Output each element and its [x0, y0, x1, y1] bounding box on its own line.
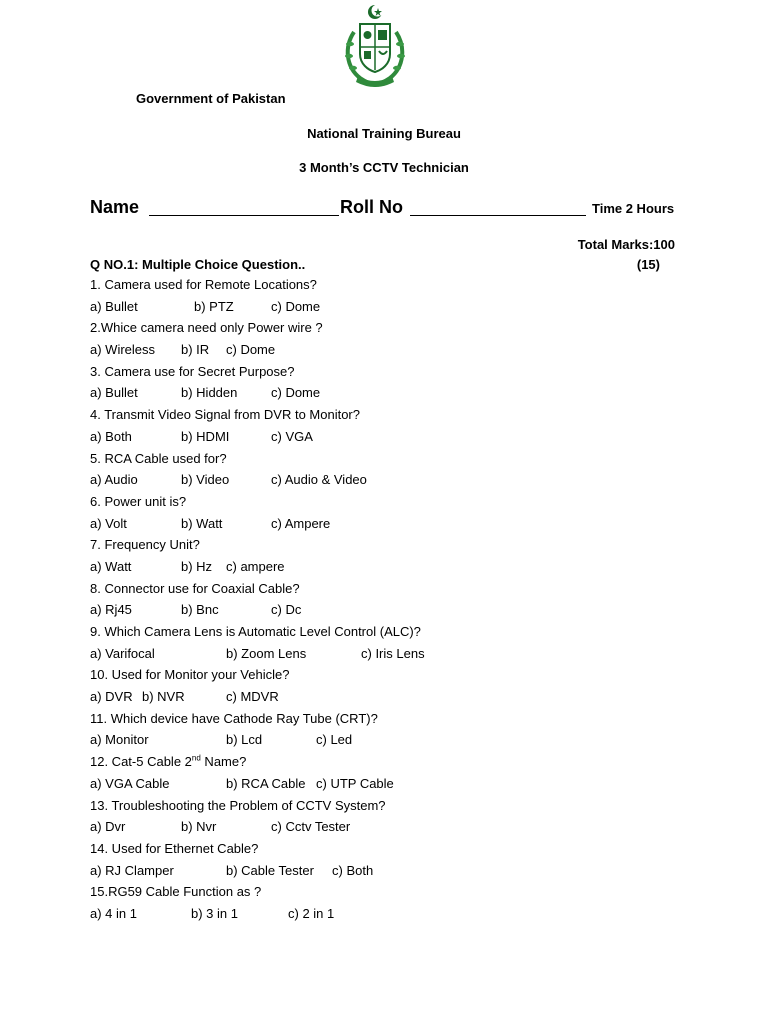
- government-title: Government of Pakistan: [136, 91, 286, 106]
- option-b: b) Nvr: [181, 819, 217, 835]
- question-14: 14. Used for Ethernet Cable?: [90, 840, 259, 856]
- question-10: 10. Used for Monitor your Vehicle?: [90, 667, 290, 683]
- options-8: [90, 599, 690, 621]
- option-c: c) Audio & Video: [271, 472, 367, 488]
- option-c: c) Dc: [271, 602, 302, 618]
- question-list: [90, 274, 690, 925]
- option-c: c) Iris Lens: [361, 645, 425, 661]
- option-b: b) Cable Tester: [226, 862, 314, 878]
- options-14: [90, 860, 690, 882]
- option-b: b) Video: [181, 472, 230, 488]
- option-c: c) Led: [316, 732, 353, 748]
- option-c: c) Cctv Tester: [271, 819, 351, 835]
- option-a: a) DVR: [90, 689, 133, 705]
- roll-no-label: Roll No: [340, 197, 403, 217]
- option-c: c) MDVR: [226, 689, 279, 705]
- option-c: c) 2 in 1: [288, 905, 335, 921]
- question-6: 6. Power unit is?: [90, 493, 187, 509]
- option-c: c) Dome: [226, 342, 276, 358]
- time-limit: Time 2 Hours: [592, 201, 675, 216]
- options-3: [90, 382, 690, 404]
- option-b: b) Zoom Lens: [226, 645, 307, 661]
- options-6: [90, 513, 690, 535]
- options-2: [90, 339, 690, 361]
- option-b: b) Lcd: [226, 732, 263, 748]
- options-9: [90, 643, 690, 665]
- option-c: c) Both: [332, 862, 374, 878]
- option-b: b) Bnc: [181, 602, 219, 618]
- option-c: c) UTP Cable: [316, 775, 394, 791]
- question-5: 5. RCA Cable used for?: [90, 450, 227, 466]
- question-12-text-end: Name?: [200, 754, 247, 770]
- section-title: Q NO.1: Multiple Choice Question..: [90, 257, 306, 272]
- bureau-title: National Training Bureau: [307, 126, 461, 141]
- options-11: [90, 729, 690, 751]
- question-1: 1. Camera used for Remote Locations?: [90, 277, 317, 292]
- option-c: c) VGA: [271, 428, 313, 444]
- question-12: [90, 751, 690, 773]
- question-4: 4. Transmit Video Signal from DVR to Monitor?: [90, 407, 360, 423]
- option-a: a) Audio: [90, 472, 138, 488]
- option-a: a) Bullet: [90, 385, 138, 401]
- section-marks: (15): [636, 257, 660, 272]
- question-2: 2.Whice camera need only Power wire ?: [90, 320, 323, 336]
- name-roll-row: [90, 195, 680, 221]
- options-1: [90, 296, 690, 318]
- option-a: a) Rj45: [90, 602, 132, 618]
- options-13: [90, 816, 690, 838]
- option-c: c) ampere: [226, 558, 285, 574]
- section-heading: [90, 257, 660, 272]
- option-a: a) Dvr: [90, 819, 126, 835]
- options-5: [90, 469, 690, 491]
- option-b: b) Hidden: [181, 385, 238, 401]
- options-15: [90, 903, 690, 925]
- options-4: [90, 426, 690, 448]
- option-b: b) HDMI: [181, 428, 230, 444]
- option-b: b) Watt: [181, 515, 223, 531]
- question-8: 8. Connector use for Coaxial Cable?: [90, 580, 300, 596]
- question-7: 7. Frequency Unit?: [90, 537, 200, 553]
- option-a: a) VGA Cable: [90, 775, 170, 791]
- question-9: 9. Which Camera Lens is Automatic Level Control (ALC)?: [90, 624, 421, 639]
- option-a: a) Both: [90, 428, 132, 444]
- roll-no-blank[interactable]: [410, 215, 586, 216]
- question-15: 15.RG59 Cable Function as ?: [90, 884, 262, 900]
- question-11: 11. Which device have Cathode Ray Tube (CRT)?: [90, 710, 378, 726]
- option-a: a) RJ Clamper: [90, 862, 174, 878]
- name-label: Name: [90, 197, 140, 217]
- option-a: a) Wireless: [90, 342, 156, 358]
- option-b: b) Hz: [181, 558, 213, 574]
- option-c: c) Ampere: [271, 515, 331, 531]
- option-a: a) Monitor: [90, 732, 149, 748]
- option-a: a) 4 in 1: [90, 905, 137, 921]
- state-emblem-icon: [340, 2, 410, 90]
- question-12-superscript: nd: [191, 753, 201, 763]
- option-c: c) Dome: [271, 298, 321, 314]
- options-10: [90, 686, 690, 708]
- option-b: b) 3 in 1: [191, 905, 238, 921]
- course-title: 3 Month’s CCTV Technician: [299, 160, 469, 175]
- question-3: 3. Camera use for Secret Purpose?: [90, 363, 295, 379]
- option-b: b) NVR: [142, 689, 185, 705]
- options-7: [90, 556, 690, 578]
- option-b: b) PTZ: [194, 298, 234, 314]
- option-a: a) Varifocal: [90, 645, 155, 661]
- question-12-text: 12. Cat-5 Cable 2: [90, 754, 192, 770]
- option-a: a) Watt: [90, 558, 132, 574]
- option-b: b) RCA Cable: [226, 775, 306, 791]
- options-12: [90, 773, 690, 795]
- total-marks: Total Marks:100: [577, 237, 675, 252]
- option-b: b) IR: [181, 342, 210, 358]
- option-a: a) Volt: [90, 515, 127, 531]
- option-c: c) Dome: [271, 385, 321, 401]
- option-a: a) Bullet: [90, 298, 138, 314]
- question-13: 13. Troubleshooting the Problem of CCTV System?: [90, 797, 386, 813]
- name-blank[interactable]: [149, 215, 339, 216]
